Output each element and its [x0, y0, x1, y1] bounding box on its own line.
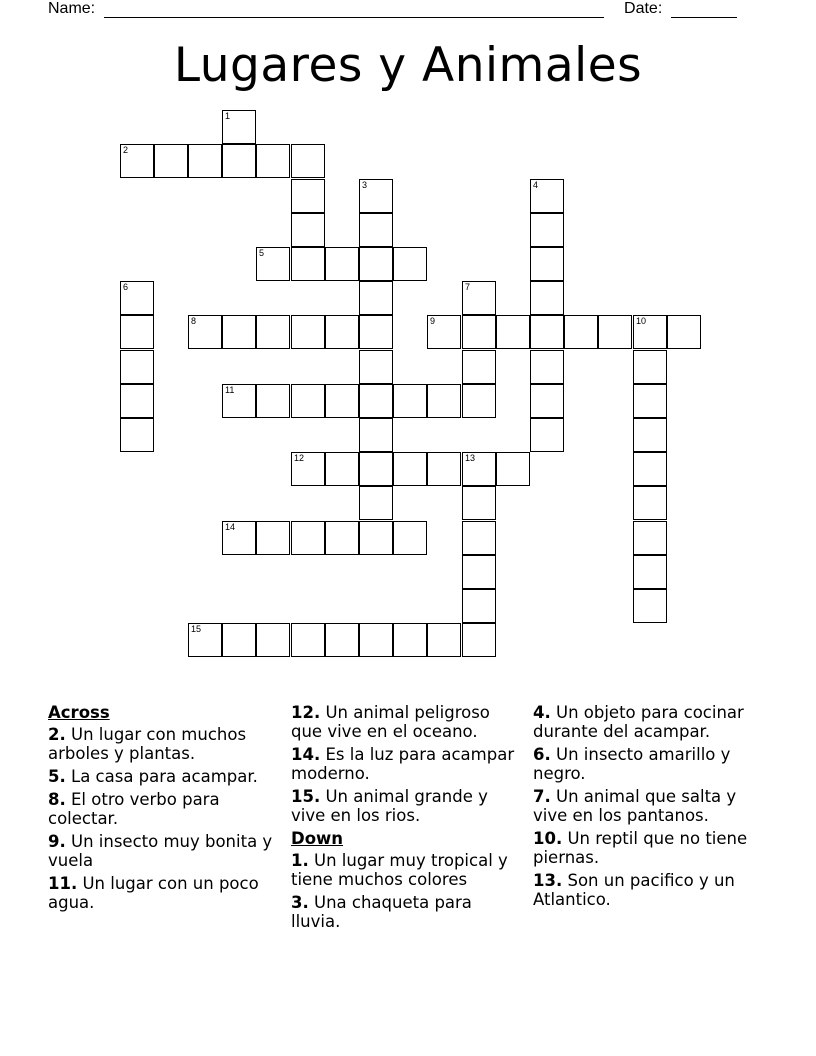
- grid-cell[interactable]: [496, 315, 530, 349]
- grid-cell[interactable]: [256, 315, 290, 349]
- clues-column-2: [291, 703, 523, 935]
- grid-cell[interactable]: [359, 315, 393, 349]
- grid-cell[interactable]: [359, 452, 393, 486]
- grid-cell[interactable]: [188, 144, 222, 178]
- clue-across-2: 2. Un lugar con muchos arboles y plantas.: [48, 725, 247, 763]
- grid-cell[interactable]: [633, 315, 667, 349]
- grid-cell[interactable]: [256, 623, 290, 657]
- clue-down-10: 10. Un reptil que no tiene piernas.: [533, 829, 748, 867]
- grid-cell[interactable]: [291, 384, 325, 418]
- grid-cell[interactable]: [427, 315, 461, 349]
- grid-cell[interactable]: [291, 247, 325, 281]
- grid-cell[interactable]: [393, 623, 427, 657]
- clue-number: 15: [191, 624, 202, 634]
- clue-number: 9: [430, 316, 436, 326]
- grid-cell[interactable]: [393, 452, 427, 486]
- grid-cell[interactable]: [359, 384, 393, 418]
- grid-cell[interactable]: [359, 418, 393, 452]
- grid-cell[interactable]: [667, 315, 701, 349]
- grid-cell[interactable]: [325, 521, 359, 555]
- grid-cell[interactable]: [222, 110, 256, 144]
- clue-number: 3: [362, 180, 368, 190]
- grid-cell[interactable]: [291, 452, 325, 486]
- clue-across-15: 15. Un animal grande y vive en los rios.: [291, 787, 488, 825]
- grid-cell[interactable]: [564, 315, 598, 349]
- grid-cell[interactable]: [359, 179, 393, 213]
- grid-cell[interactable]: [633, 486, 667, 520]
- grid-cell[interactable]: [496, 452, 530, 486]
- grid-cell[interactable]: [633, 384, 667, 418]
- grid-cell[interactable]: [462, 521, 496, 555]
- clue-number: 12: [294, 453, 305, 463]
- grid-cell[interactable]: [462, 350, 496, 384]
- grid-cell[interactable]: [633, 521, 667, 555]
- clue-number: 11: [225, 385, 235, 395]
- grid-cell[interactable]: [359, 486, 393, 520]
- grid-cell[interactable]: [530, 315, 564, 349]
- clue-across-5: 5. La casa para acampar.: [48, 767, 258, 786]
- date-label: Date:: [624, 0, 663, 17]
- grid-cell[interactable]: [393, 384, 427, 418]
- grid-cell[interactable]: [462, 589, 496, 623]
- grid-cell[interactable]: [598, 315, 632, 349]
- clue-down-6: 6. Un insecto amarillo y negro.: [533, 745, 731, 783]
- grid-cell[interactable]: [633, 589, 667, 623]
- clue-number: 1: [225, 111, 231, 121]
- clue-number: 5: [259, 248, 265, 258]
- grid-cell[interactable]: [291, 213, 325, 247]
- grid-cell[interactable]: [427, 384, 461, 418]
- grid-cell[interactable]: [256, 247, 290, 281]
- down-heading: Down: [291, 829, 344, 848]
- grid-cell[interactable]: [530, 179, 564, 213]
- grid-cell[interactable]: [530, 281, 564, 315]
- grid-cell[interactable]: [188, 315, 222, 349]
- grid-cell[interactable]: [222, 144, 256, 178]
- grid-cell[interactable]: [462, 452, 496, 486]
- grid-cell[interactable]: [462, 486, 496, 520]
- clue-number: 14: [225, 522, 236, 532]
- grid-cell[interactable]: [120, 315, 154, 349]
- grid-cell[interactable]: [359, 521, 393, 555]
- grid-cell[interactable]: [359, 213, 393, 247]
- grid-cell[interactable]: [462, 555, 496, 589]
- grid-cell[interactable]: [120, 144, 154, 178]
- clue-number: 10: [636, 316, 647, 326]
- clue-across-8: 8. El otro verbo para colectar.: [48, 790, 220, 828]
- clue-number: 8: [191, 316, 197, 326]
- grid-cell[interactable]: [291, 521, 325, 555]
- grid-cell[interactable]: [359, 623, 393, 657]
- grid-cell[interactable]: [188, 623, 222, 657]
- grid-cell[interactable]: [427, 623, 461, 657]
- grid-cell[interactable]: [393, 521, 427, 555]
- page-title: Lugares y Animales: [173, 38, 643, 93]
- grid-cell[interactable]: [120, 281, 154, 315]
- grid-cell[interactable]: [530, 247, 564, 281]
- clue-down-7: 7. Un animal que salta y vive en los pantanos.: [533, 787, 737, 825]
- grid-cell[interactable]: [222, 315, 256, 349]
- grid-cell[interactable]: [325, 452, 359, 486]
- clue-number: 6: [123, 282, 129, 292]
- grid-cell[interactable]: [530, 213, 564, 247]
- grid-cell[interactable]: [633, 452, 667, 486]
- grid-cell[interactable]: [222, 623, 256, 657]
- clue-down-4: 4. Un objeto para cocinar durante del acampar.: [533, 703, 744, 741]
- clue-down-3: 3. Una chaqueta para lluvia.: [291, 893, 472, 931]
- grid-cell[interactable]: [120, 384, 154, 418]
- grid-cell[interactable]: [120, 350, 154, 384]
- grid-cell[interactable]: [291, 179, 325, 213]
- grid-cell[interactable]: [325, 384, 359, 418]
- grid-cell[interactable]: [256, 521, 290, 555]
- grid-cell[interactable]: [325, 247, 359, 281]
- grid-cell[interactable]: [359, 350, 393, 384]
- grid-cell[interactable]: [256, 144, 290, 178]
- grid-cell[interactable]: [291, 144, 325, 178]
- grid-cell[interactable]: [530, 418, 564, 452]
- grid-cell[interactable]: [222, 521, 256, 555]
- grid-cell[interactable]: [154, 144, 188, 178]
- grid-cell[interactable]: [359, 281, 393, 315]
- clue-across-11: 11. Un lugar con un poco agua.: [48, 874, 259, 912]
- grid-cell[interactable]: [291, 315, 325, 349]
- clue-down-1: 1. Un lugar muy tropical y tiene muchos colores: [291, 851, 508, 889]
- grid-cell[interactable]: [462, 384, 496, 418]
- grid-cell[interactable]: [633, 555, 667, 589]
- clue-number: 7: [465, 282, 471, 292]
- grid-cell[interactable]: [325, 315, 359, 349]
- grid-cell[interactable]: [120, 418, 154, 452]
- grid-cell[interactable]: [427, 452, 461, 486]
- name-label: Name:: [48, 0, 96, 17]
- grid-cell[interactable]: [530, 384, 564, 418]
- grid-cell[interactable]: [462, 315, 496, 349]
- grid-cell[interactable]: [530, 350, 564, 384]
- grid-cell[interactable]: [633, 350, 667, 384]
- across-heading: Across: [48, 703, 110, 722]
- grid-cell[interactable]: [393, 247, 427, 281]
- grid-cell[interactable]: [291, 623, 325, 657]
- clue-number: 2: [123, 145, 129, 155]
- grid-cell[interactable]: [633, 418, 667, 452]
- grid-cell[interactable]: [256, 384, 290, 418]
- clue-across-14: 14. Es la luz para acampar moderno.: [291, 745, 515, 783]
- grid-cell[interactable]: [325, 623, 359, 657]
- clue-down-13: 13. Son un pacifico y un Atlantico.: [533, 871, 735, 909]
- grid-cell[interactable]: [462, 623, 496, 657]
- clue-across-9: 9. Un insecto muy bonita y vuela: [48, 832, 273, 870]
- grid-cell[interactable]: [359, 247, 393, 281]
- clue-across-12: 12. Un animal peligroso que vive en el oceano.: [291, 703, 490, 741]
- grid-cell[interactable]: [462, 281, 496, 315]
- clue-number: 4: [533, 180, 539, 190]
- clues-column-1: [48, 703, 280, 916]
- clues-column-3: [533, 703, 765, 913]
- clue-number: 13: [465, 453, 476, 463]
- grid-cell[interactable]: [222, 384, 256, 418]
